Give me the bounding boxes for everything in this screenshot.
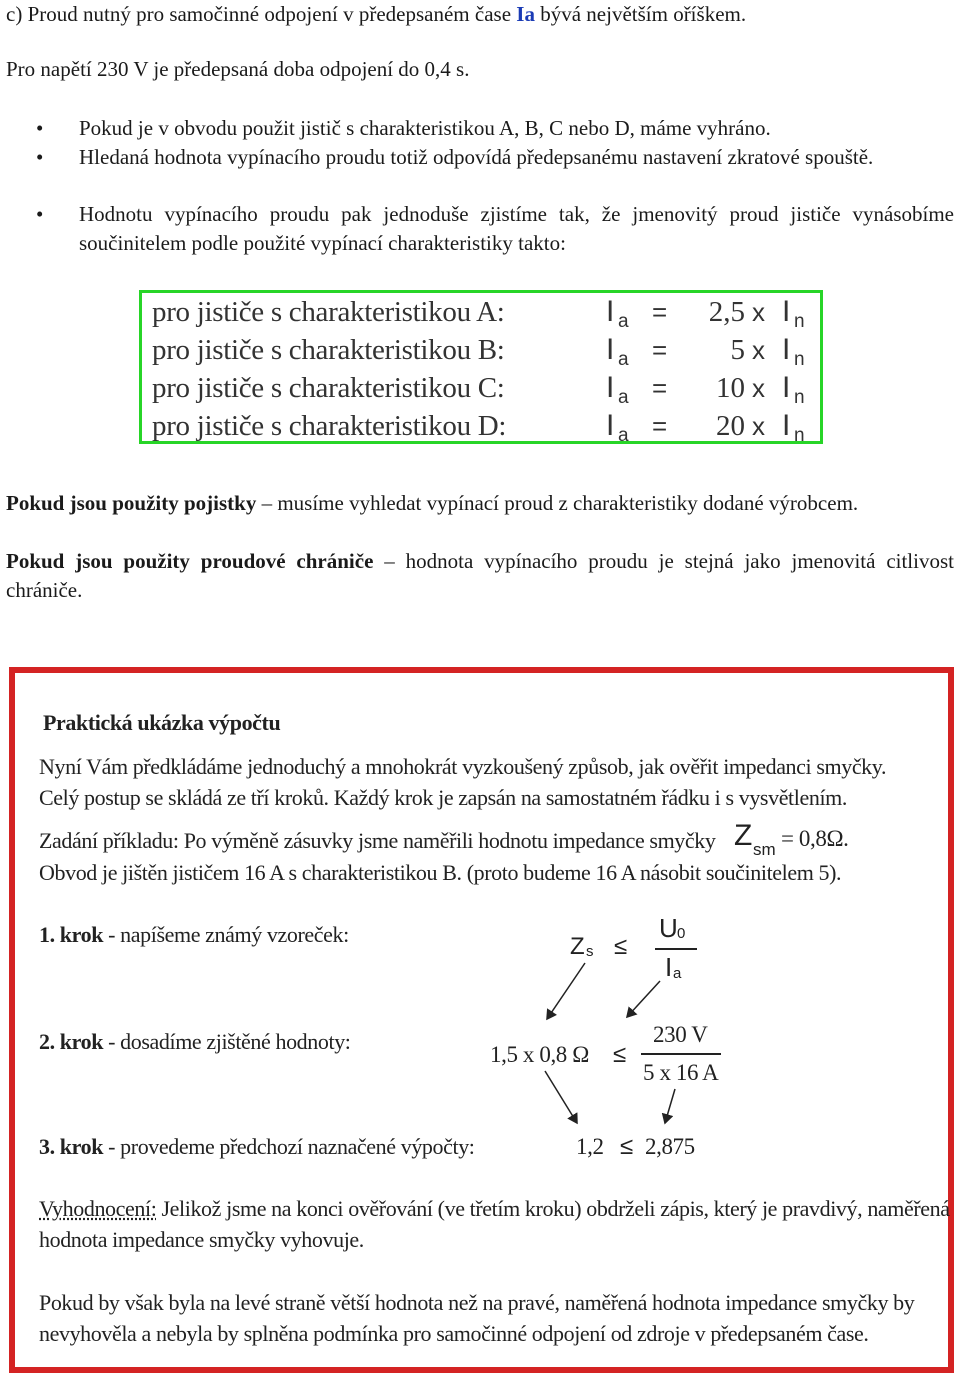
heading-c-text: c) Proud nutný pro samočinné odpojení v předepsaném čase: [6, 2, 517, 26]
step2-left-side: 1,5 x 0,8 Ω: [490, 1042, 589, 1067]
formula-current-symbol: I: [782, 409, 791, 442]
formula-equals: =: [652, 335, 668, 365]
formula-multiplier: 10: [716, 372, 745, 404]
step-3-label: 3. krok: [39, 1134, 104, 1159]
step1-denominator-sub: a: [673, 965, 682, 982]
formula-label: pro jističe s charakteristikou B:: [152, 334, 505, 366]
failure-line-1: Pokud by však byla na levé straně větší hodnota než na pravé, naměřená hodnota impedance smyčky by: [39, 1290, 915, 1315]
step3-right-value: 2,875: [645, 1134, 695, 1159]
formula-current-symbol: I: [782, 295, 791, 328]
example-title: Praktická ukázka výpočtu: [43, 710, 281, 735]
formula-sub-a: a: [618, 425, 629, 446]
step-2-text: - dosadíme zjištěné hodnoty:: [103, 1029, 351, 1054]
formula-times: x: [752, 335, 765, 365]
rcd-note-bold: Pokud jsou použity proudové chrániče: [6, 549, 374, 573]
fuses-note: [6, 489, 954, 518]
bullet-text-3: Hodnotu vypínacího proudu pak jednoduše zjistíme tak, že jmenovitý proud jističe vynásobíme součinitelem podle použité vypínací charakteristiky takto:: [79, 202, 954, 255]
formula-equals: =: [652, 373, 668, 403]
failure-line-2: nevyhověla a nebyla by splněna podmínka pro samočinné odpojení od zdroje v předepsaném čase.: [39, 1321, 869, 1346]
formula-equals: =: [652, 411, 668, 441]
formula-sub-n: n: [794, 311, 805, 332]
step-3-text: - provedeme předchozí naznačené výpočty:: [103, 1134, 475, 1159]
rcd-note-text: – hodnota vypínacího proudu je stejná jako jmenovitá citlivost chrániče.: [6, 549, 954, 602]
step-2-label: 2. krok: [39, 1029, 104, 1054]
formula-multiplier: 5: [730, 334, 745, 366]
evaluation-label: Vyhodnocení:: [39, 1196, 157, 1221]
step2-numerator: 230 V: [653, 1022, 708, 1047]
formula-row-b: [152, 333, 812, 371]
formula-times: x: [752, 297, 765, 327]
arrow-left-to-result: [545, 1071, 577, 1123]
evaluation-text-1: Jelikož jsme na konci ověřování (ve třetím kroku) obdrželi zápis, který je pravdivý, naměřená: [156, 1196, 950, 1221]
step2-fraction-line: [641, 1053, 721, 1055]
formula-row-a: [152, 295, 812, 333]
step-1-text: - napíšeme známý vzoreček:: [103, 922, 349, 947]
step1-numerator: U: [659, 913, 678, 943]
step1-denominator: I: [665, 952, 673, 982]
formula-row-d: [152, 409, 812, 447]
evaluation-line-1: [39, 1195, 950, 1223]
step-1: [39, 921, 349, 949]
heading-accent-ia: Ia: [516, 2, 535, 26]
formula-current-symbol: I: [782, 371, 791, 404]
step-1-label: 1. krok: [39, 922, 104, 947]
example-task-1: Zadání příkladu: Po výměně zásuvky jsme naměřili hodnotu impedance smyčky: [39, 828, 716, 853]
formula-times: x: [752, 373, 765, 403]
heading-c-suffix: bývá největším oříškem.: [534, 2, 747, 26]
characteristics-formula-box: [139, 290, 823, 444]
formula-sub-n: n: [794, 387, 805, 408]
formula-sub-n: n: [794, 349, 805, 370]
step3-le-sign: ≤: [620, 1133, 634, 1160]
formula-multiplier: 20: [716, 410, 745, 442]
example-task-2: Obvod je jištěn jističem 16 A s charakteristikou B. (proto budeme 16 A násobit součinitelem 5).: [39, 860, 842, 885]
step3-left-value: 1,2: [576, 1134, 604, 1159]
formula-current-symbol: I: [606, 371, 615, 404]
task-z-subscript: sm: [753, 840, 776, 859]
evaluation-line-2: hodnota impedance smyčky vyhovuje.: [39, 1227, 364, 1252]
task-z-value: = 0,8Ω.: [781, 826, 849, 851]
bullet-text-1: Pokud je v obvodu použit jistič s charakteristikou A, B, C nebo D, máme vyhráno.: [79, 116, 771, 140]
step2-le-sign: ≤: [613, 1041, 627, 1068]
bullet-text-2: Hledaná hodnota vypínacího proudu totiž odpovídá předepsanému nastavení zkratové spouště.: [79, 145, 874, 169]
formula-times: x: [752, 411, 765, 441]
step1-numerator-sub: 0: [677, 925, 686, 942]
step-2: [39, 1028, 351, 1056]
bullet-symbol: •: [36, 145, 44, 169]
fuses-note-text: – musíme vyhledat vypínací proud z charakteristiky dodané výrobcem.: [256, 491, 859, 515]
formula-current-symbol: I: [606, 409, 615, 442]
step1-fraction-line: [655, 948, 697, 950]
formula-label: pro jističe s charakteristikou C:: [152, 372, 505, 404]
formula-sub-a: a: [618, 387, 629, 408]
arrow-right-to-result: [665, 1089, 675, 1123]
formula-current-symbol: I: [782, 333, 791, 366]
formula-current-symbol: I: [606, 333, 615, 366]
arrow-fraction-to-right: [627, 981, 660, 1017]
step1-z-subscript: s: [586, 943, 594, 960]
voltage-note: Pro napětí 230 V je předepsaná doba odpojení do 0,4 s.: [6, 57, 470, 81]
example-intro-1: Nyní Vám předkládáme jednoduchý a mnohokrát vyzkoušený způsob, jak ověřit impedanci smyčky.: [39, 754, 887, 779]
formula-current-symbol: I: [606, 295, 615, 328]
formula-sub-n: n: [794, 425, 805, 446]
arrow-z-to-left: [547, 963, 585, 1019]
formula-equals: =: [652, 297, 668, 327]
formula-sub-a: a: [618, 311, 629, 332]
fuses-note-bold: Pokud jsou použity pojistky: [6, 491, 257, 515]
step1-z-symbol: Z: [570, 933, 585, 960]
formula-row-c: [152, 371, 812, 409]
step-3: [39, 1133, 475, 1161]
formula-label: pro jističe s charakteristikou A:: [152, 296, 505, 328]
rcd-note: [6, 547, 954, 605]
formula-label: pro jističe s charakteristikou D:: [152, 410, 507, 442]
heading-c: [6, 0, 746, 28]
step1-le-sign: ≤: [614, 933, 628, 960]
task-z-symbol: Z: [734, 819, 753, 852]
bullet-symbol: •: [36, 202, 44, 226]
formula-multiplier: 2,5: [708, 296, 745, 328]
example-intro-2: Celý postup se skládá ze tří kroků. Každý krok je zapsán na samostatném řádku i s vysvětlením.: [39, 785, 847, 810]
formula-sub-a: a: [618, 349, 629, 370]
bullet-symbol: •: [36, 116, 44, 140]
example-box: [9, 667, 954, 1373]
step2-denominator: 5 x 16 A: [643, 1060, 719, 1085]
